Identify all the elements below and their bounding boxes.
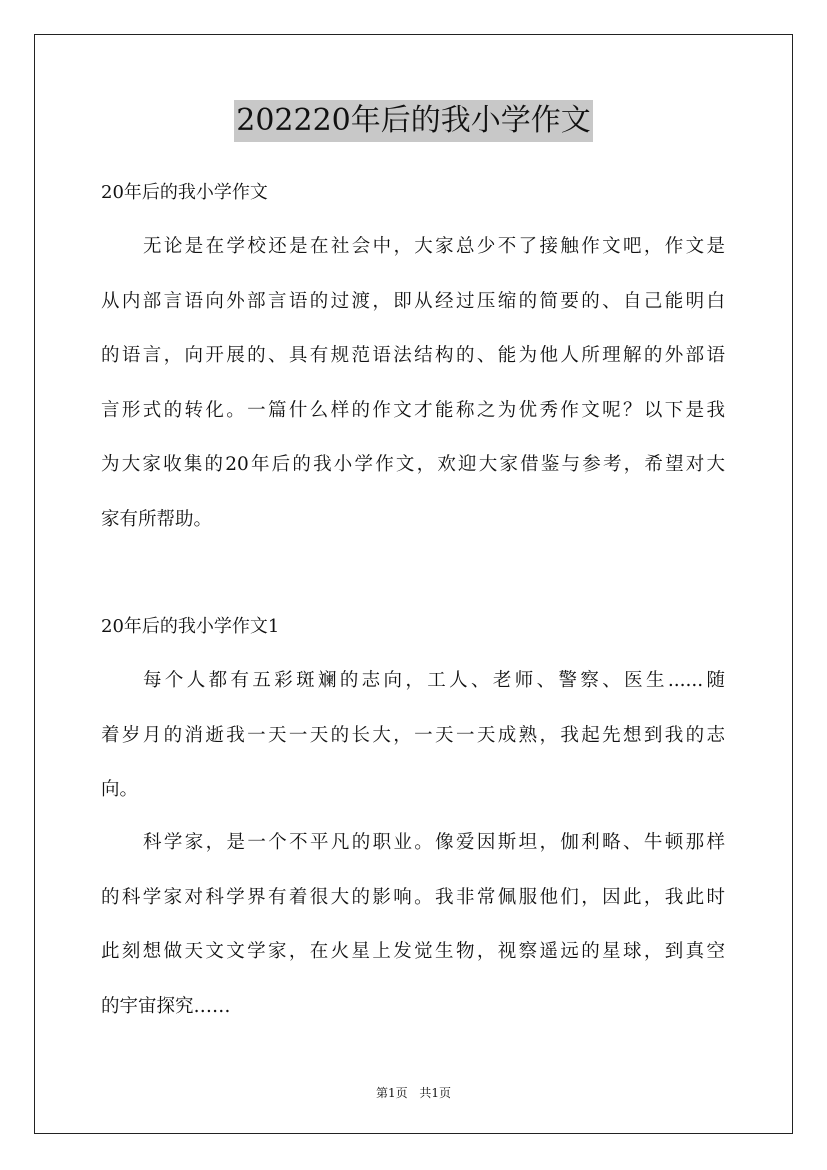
text-line: 从内部言语向外部言语的过渡，即从经过压缩的简要的、自己能明白 <box>101 290 725 312</box>
text-line: 着岁月的消逝我一天一天的长大，一天一天成熟，我起先想到我的志 <box>101 724 725 746</box>
text-line: 向。 <box>101 779 139 800</box>
text-line: 的语言，向开展的、具有规范语法结构的、能为他人所理解的外部语 <box>101 345 725 366</box>
intro-paragraph <box>101 220 725 547</box>
page-total: 共1页 <box>419 1086 452 1100</box>
text-line: 科学家，是一个不平凡的职业。像爱因斯坦，伽利略、牛顿那样 <box>143 832 725 853</box>
document-title: 202220年后的我小学作文 <box>234 100 593 142</box>
page-number: 第1页 <box>375 1086 408 1100</box>
text-line: 此刻想做天文文学家，在火星上发觉生物，视察遥远的星球，到真空 <box>101 941 725 962</box>
text-line: 家有所帮助。 <box>101 508 213 530</box>
section-heading: 20年后的我小学作文1 <box>101 616 280 637</box>
title-container <box>0 100 827 142</box>
page-footer <box>0 1084 827 1101</box>
text-line: 为大家收集的20年后的我小学作文，欢迎大家借鉴与参考，希望对大 <box>101 454 725 475</box>
text-line: 无论是在学校还是在社会中，大家总少不了接触作文吧，作文是 <box>143 236 725 257</box>
text-line: 每个人都有五彩斑斓的志向，工人、老师、警察、医生......随 <box>143 670 725 691</box>
paragraph-2 <box>101 816 725 1034</box>
text-line: 的科学家对科学界有着很大的影响。我非常佩服他们，因此，我此时 <box>101 886 725 908</box>
paragraph-1 <box>101 654 725 818</box>
section-heading: 20年后的我小学作文 <box>101 182 268 203</box>
text-line: 的宇宙探究…… <box>101 995 231 1017</box>
text-line: 言形式的转化。一篇什么样的作文才能称之为优秀作文呢？以下是我 <box>101 399 725 421</box>
